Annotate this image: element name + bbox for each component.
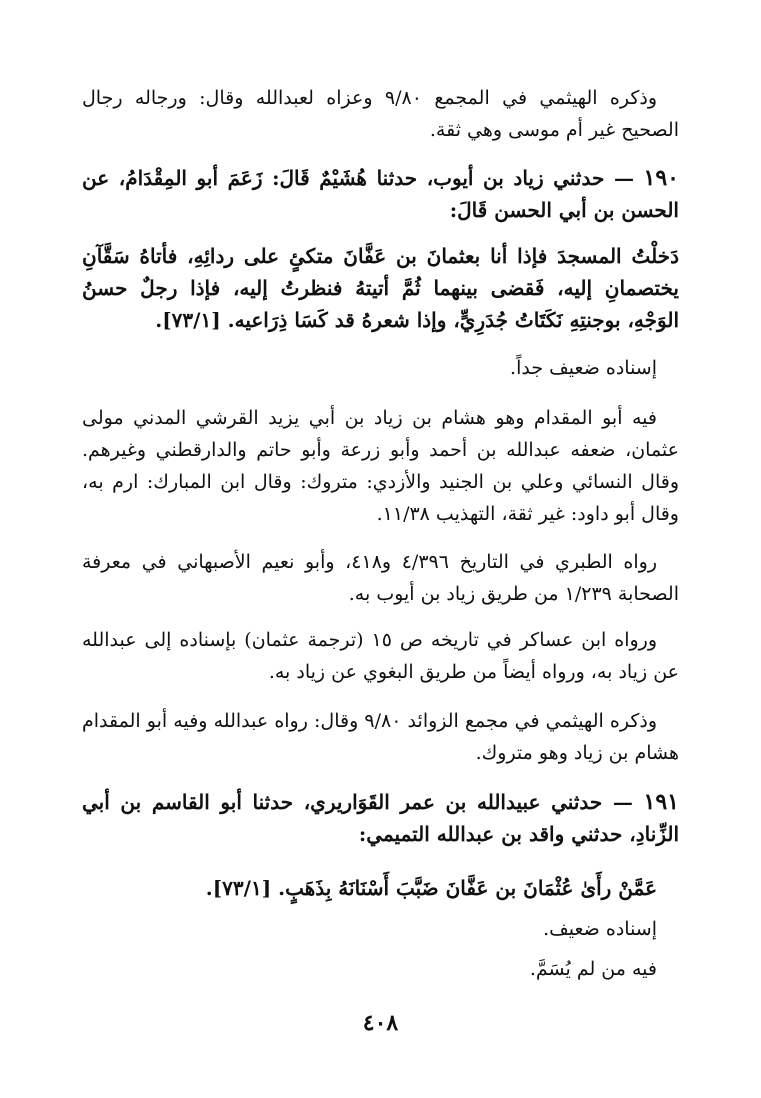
- hadith-190-chain: [82, 162, 679, 226]
- hadith-191-isnad: — حدثني عبيدالله بن عمر القَوَاريري، حدثنا أبو القاسم بن أبي الزِّنادِ، حدثني واقد بن عبدالله التميمي:: [82, 790, 679, 846]
- hadith-190-haythami-source: وذكره الهيثمي في مجمع الزوائد ٩/٨٠ وقال: رواه عبدالله وفيه أبو المقدام هشام بن زياد وهو متروك.: [82, 710, 679, 764]
- hadith-190-number: ١٩٠: [643, 165, 679, 191]
- hadith-190-tabari-source: رواه الطبري في التاريخ ٤/٣٩٦ و٤١٨، وأبو نعيم الأصبهاني في معرفة الصحابة ١/٢٣٩ من طريق زياد بن أيوب به.: [82, 551, 679, 605]
- hadith-190-isnad: — حدثني زياد بن أيوب، حدثنا هُشَيْمٌ قَالَ: زَعَمَ أبو المِقْدَامُ، عن الحسن بن أبي الحسن قَالَ:: [82, 166, 679, 222]
- paragraph-haythami-note: وذكره الهيثمي في المجمع ٩/٨٠ وعزاه لعبدالله وقال: ورجاله رجال الصحيح غير أم موسى وهي ثقة.: [82, 87, 679, 141]
- hadith-191-number: ١٩١: [643, 789, 679, 815]
- hadith-190-ibn-asakir-source: ورواه ابن عساكر في تاريخه ص ١٥ (ترجمة عثمان) بإسناده إلى عبدالله عن زياد به، ورواه أيضاً من طريق البغوي عن زياد به.: [82, 629, 679, 683]
- hadith-190-narrator-critique: فيه أبو المقدام وهو هشام بن زياد بن أبي يزيد القرشي المدني مولى عثمان، ضعفه عبدالله بن أحمد وأبو زرعة وأبو حاتم والدارقطني وغيرهم. وقال النسائي وعلي بن الجنيد والأزدي: متروك: وقال ابن المبارك: ارم به، وقال أبو داود: غير ثقة، التهذيب ١١/٣٨.: [82, 407, 679, 525]
- hadith-190-grading: إسناده ضعيف جداً.: [510, 357, 657, 379]
- hadith-191-matn: عَمَّنْ رأَىٰ عُثْمَانَ بن عَفَّانَ ضَبَّبَ أَسْنَانَهُ بِذَهَبٍ. [٧٣/١].: [205, 876, 657, 900]
- hadith-190-matn: دَخلْتُ المسجدَ فإذا أنا بعثمانَ بن عَفَّانَ متكئٍ على ردائِهِ، فأتاهُ سَقَّآنِ يختصمانِ إليه، فَقضى بينهما ثُمَّ أتيتهُ فنظرتُ إليه، فإذا رجلٌ حسنُ الوَجْهِ، بوجنتِهِ نَكَتَاتُ جُدَرِيٍّ، وإذا شعرهُ قد كَسَا ذِرَاعيه. [٧٣/١].: [82, 244, 679, 332]
- hadith-191-note: فيه من لم يُسَمَّ.: [529, 958, 657, 980]
- hadith-191-chain: [82, 786, 679, 850]
- page-number: ٤٠٨: [362, 1010, 399, 1036]
- hadith-191-grading: إسناده ضعيف.: [543, 918, 657, 940]
